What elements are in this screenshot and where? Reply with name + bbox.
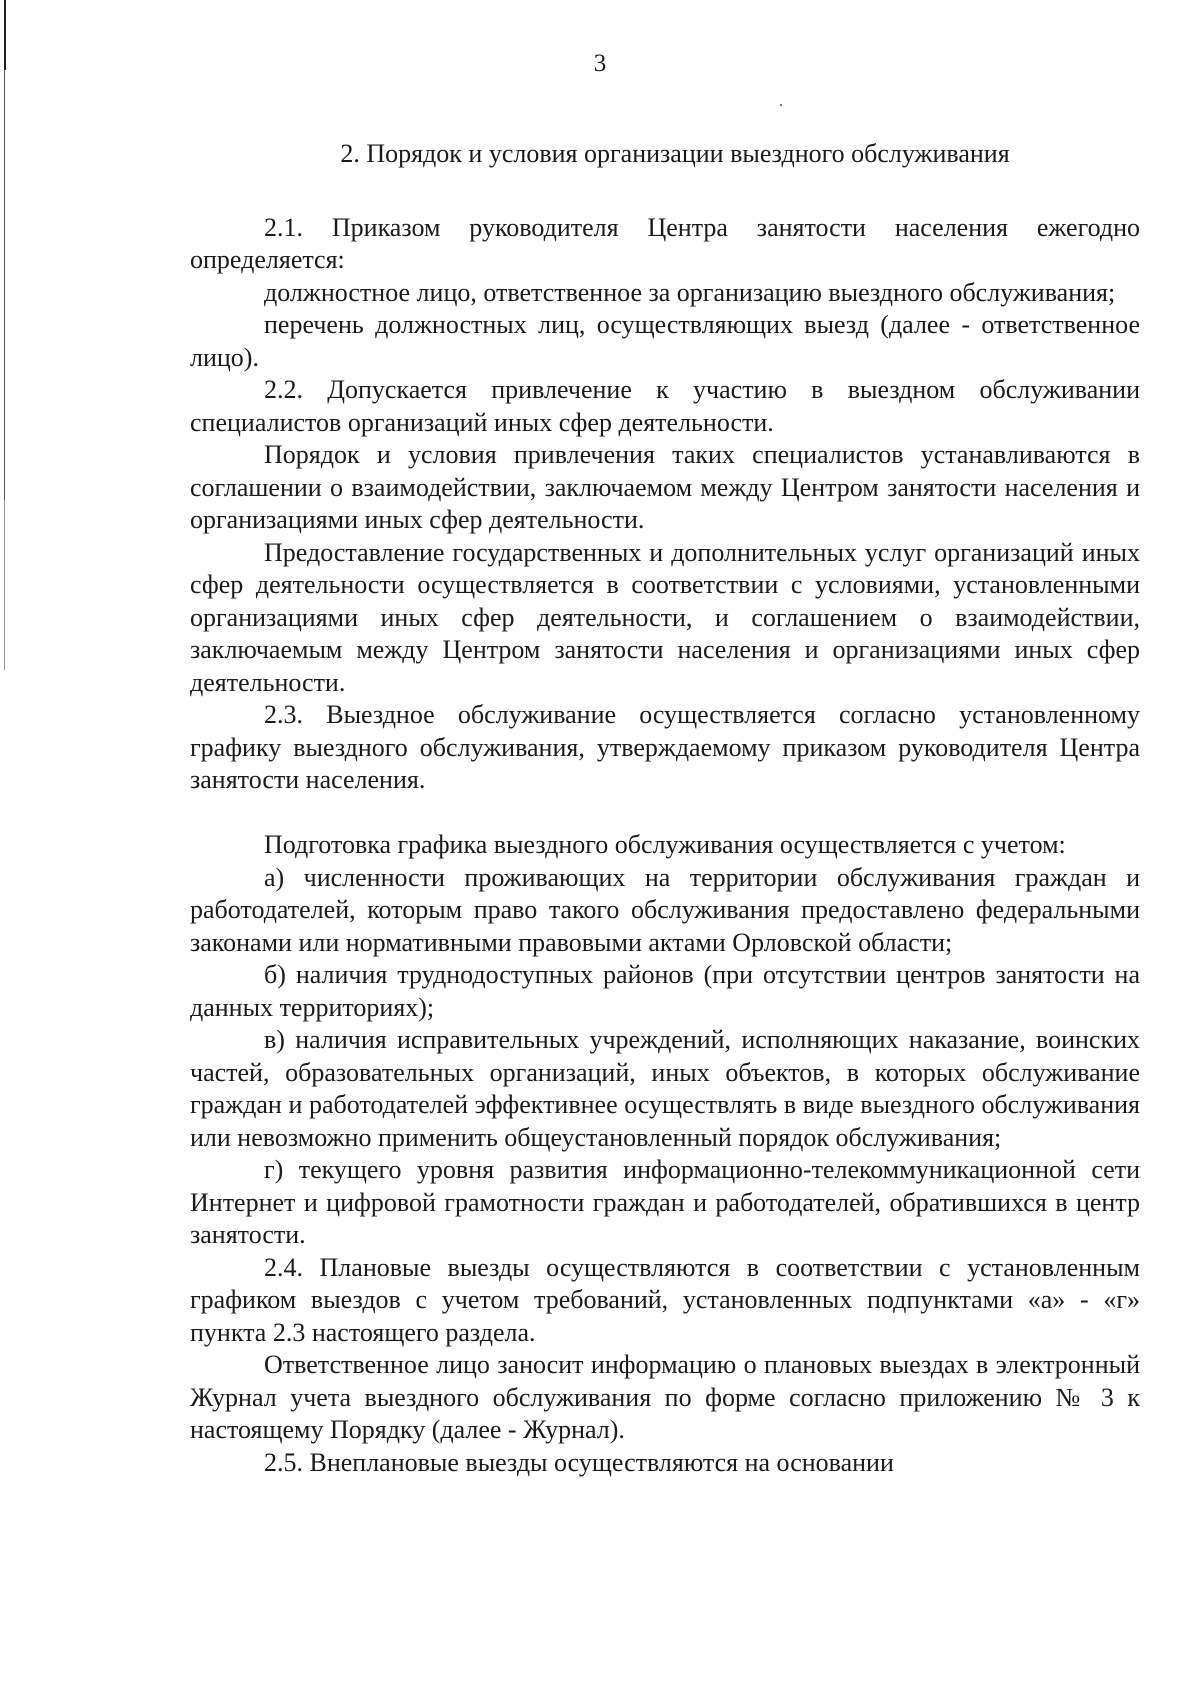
paragraph: Ответственное лицо заносит информацию о плановых выездах в электронный Журнал учета выездного обслуживания по форме согласно приложению № 3 к настоящему Порядку (далее - Журнал). <box>190 1350 1140 1444</box>
page-number: 3 <box>593 50 607 77</box>
paragraph: 2.4. Плановые выезды осуществляются в соответствии с установленным графиком выездов с учетом требований, установленных подпунктами «а» - «г» пункта 2.3 настоящего раздела. <box>190 1252 1140 1347</box>
scan-edge-mark <box>4 500 5 670</box>
paragraph: 2.1. Приказом руководителя Центра занятости населения ежегодно определяется: <box>190 212 1140 274</box>
paragraph: перечень должностных лиц, осуществляющих выезд (далее - ответственное лицо). <box>190 310 1140 372</box>
paragraph: 2.2. Допускается привлечение к участию в выездном обслуживании специалистов организаций иных сфер деятельности. <box>190 375 1140 437</box>
paragraph: 2.5. Внеплановые выезды осуществляются на основании <box>264 1447 894 1477</box>
list-item: г) текущего уровня развития информационно-телекоммуникационной сети Интернет и цифровой грамотности граждан и работодателей, обратившихся в центр занятости. <box>190 1155 1140 1249</box>
paragraph: должностное лицо, ответственное за организацию выездного обслуживания; <box>264 277 1116 307</box>
paragraph-gap <box>190 797 1140 830</box>
scan-speck <box>780 104 782 106</box>
paragraph: 2.3. Выездное обслуживание осуществляется согласно установленному графику выездного обслуживания, утверждаемому приказом руководителя Центра занятости населения. <box>190 700 1140 794</box>
paragraph: Предоставление государственных и дополнительных услуг организаций иных сфер деятельности осуществляется в соответствии с условиями, установленными организациями иных сфер деятельности, и соглашением о взаимодействии, заключаемым между Центром занятости населения и организациями иных сфер деятельности. <box>190 537 1140 697</box>
paragraph: Порядок и условия привлечения таких специалистов устанавливаются в соглашении о взаимодействии, заключаемом между Центром занятости населения и организациями иных сфер деятельности. <box>190 440 1140 534</box>
list-item: а) численности проживающих на территории обслуживания граждан и работодателей, которым право такого обслуживания предоставлено федеральными законами или нормативными правовыми актами Орловской области; <box>190 862 1140 957</box>
section-heading: 2. Порядок и условия организации выездного обслуживания <box>340 139 1010 168</box>
list-item: б) наличия труднодоступных районов (при отсутствии центров занятости на данных территориях); <box>190 960 1140 1022</box>
document-body <box>190 138 1140 1479</box>
paragraph: Подготовка графика выездного обслуживания осуществляется с учетом: <box>264 830 1066 859</box>
list-item: в) наличия исправительных учреждений, исполняющих наказание, воинских частей, образовательных организаций, иных объектов, в которых обслуживание граждан и работодателей эффективнее осуществлять в виде выездного обслуживания или невозможно применить общеустановленный порядок обслуживания; <box>190 1025 1140 1152</box>
scan-edge-mark <box>4 70 5 500</box>
